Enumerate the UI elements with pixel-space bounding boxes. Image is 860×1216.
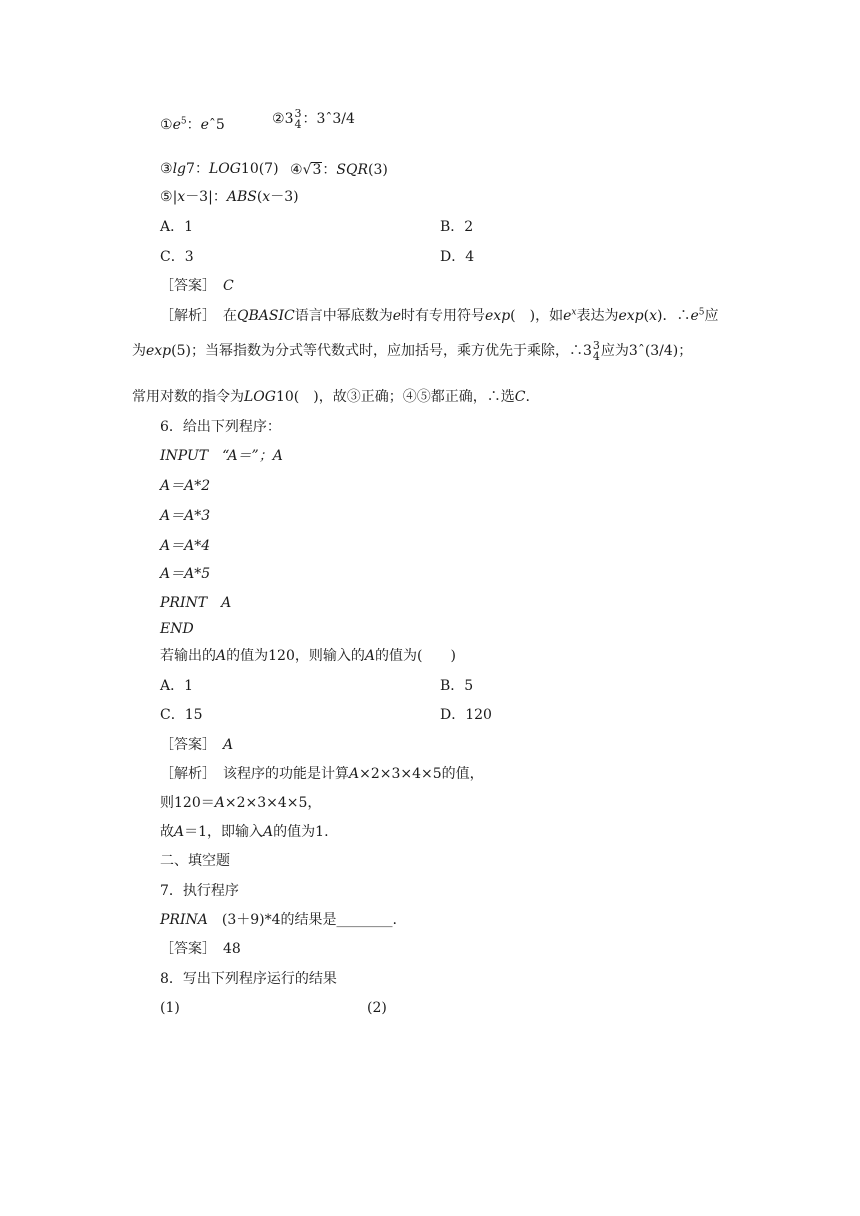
q5-item-1: $①e^5$：eˆ5 [160, 116, 225, 133]
q6-option-c: C．15 [160, 707, 203, 723]
q5-item-4: ④√3：SQR(3) [290, 162, 388, 178]
q6-option-d: D．120 [440, 707, 492, 723]
q6-question: 若输出的A的值为120，则输入的A的值为( ) [160, 648, 456, 664]
q5-analysis-line-1: ［解析］ 在QBASIC语言中幂底数为e时有专用符号exp( )，如$e^x$表达为exp(x)．$\therefore e^5$应 [160, 307, 719, 324]
q6-code-end: END [160, 621, 194, 637]
q6-code-line-4: A＝A*5 [160, 566, 211, 582]
q5-item-2: ②3 3 4 ：3ˆ3/4 [272, 107, 355, 131]
q5-option-a: A．1 [160, 219, 194, 235]
q7-answer: ［答案］ 48 [160, 941, 241, 957]
q5-option-c: C．3 [160, 249, 194, 265]
q6-code-input: INPUT “A＝”；A [160, 448, 283, 464]
fraction: 3 4 [592, 339, 600, 363]
sqrt-sign: √ [302, 162, 312, 178]
q6-option-b: B．5 [440, 678, 474, 694]
q6-code-print: PRINT A [160, 595, 232, 611]
q6-analysis-line-2: 则120＝A×2×3×4×5， [160, 795, 322, 811]
q7-program: PRINA (3＋9)*4的结果是________. [160, 912, 397, 928]
q8-title: 8．写出下列程序运行的结果 [160, 971, 337, 987]
q6-analysis-line-1: ［解析］ 该程序的功能是计算A×2×3×4×5的值， [160, 766, 484, 782]
q5-item-3: ③lg7：LOG10(7) [160, 161, 279, 177]
q5-option-d: D．4 [440, 249, 475, 265]
q7-title: 7．执行程序 [160, 883, 239, 899]
q8-sub-2: (2) [367, 1000, 387, 1016]
q8-sub-1: (1) [160, 1000, 180, 1016]
q5-option-b: B．2 [440, 219, 474, 235]
q6-option-a: A．1 [160, 678, 194, 694]
fraction: 3 4 [294, 107, 302, 131]
q6-code-line-1: A＝A*2 [160, 478, 211, 494]
q5-answer: ［答案］ C [160, 278, 234, 294]
q5-item-5: ⑤|x－3|：ABS(x－3) [160, 189, 299, 205]
q6-analysis-line-3: 故A＝1，即输入A的值为1. [160, 824, 329, 840]
q5-analysis-line-3: 常用对数的指令为LOG10( )，故③正确；④⑤都正确，∴选C. [132, 389, 530, 405]
q6-code-line-2: A＝A*3 [160, 508, 211, 524]
q6-title: 6．给出下列程序： [160, 419, 281, 435]
q6-answer: ［答案］ A [160, 737, 234, 753]
section-heading: 二、填空题 [160, 853, 230, 869]
q6-code-line-3: A＝A*4 [160, 538, 211, 554]
q5-analysis-line-2: 为exp(5)；当幂指数为分式等代数式时，应加括号，乘方优先于乘除，∴3 3 4 应为3ˆ(3/4)； [132, 339, 693, 363]
